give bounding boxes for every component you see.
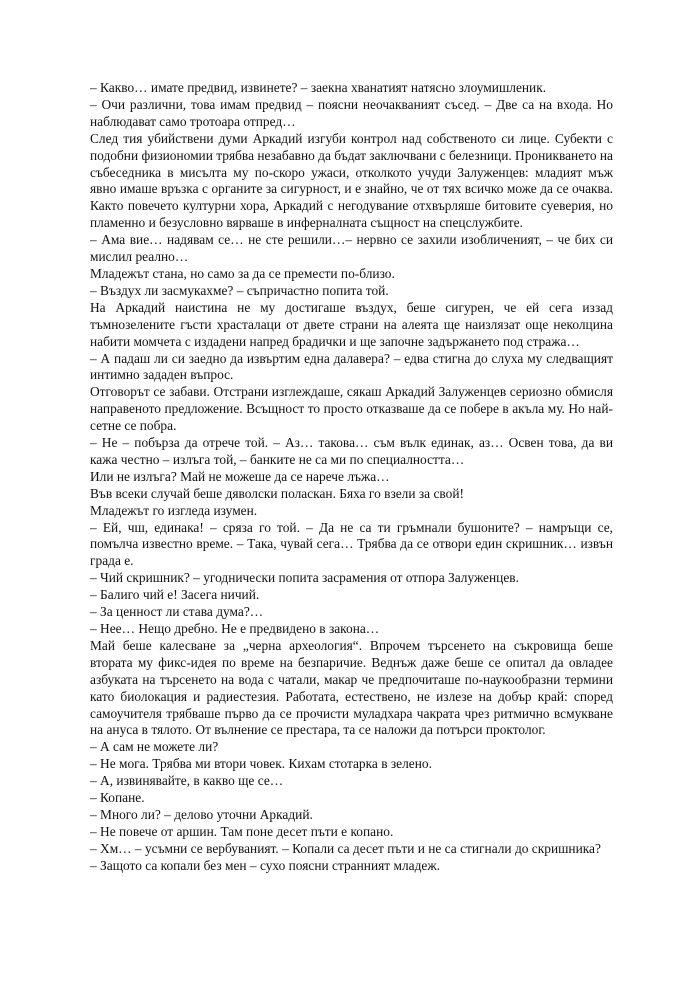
paragraph: – Въздух ли засмукахме? – съпричастно попита той. xyxy=(90,282,389,298)
paragraph: – Ей, чш, единака! – сряза го той. – Да не са ти гръмнали бушоните? – намръщи се, помълча известно време. – Така, чувай сега… Трябва да се отвори един скришник… извън града е. xyxy=(90,519,613,569)
paragraph: – За ценност ли става дума?… xyxy=(90,604,264,620)
paragraph: Във всеки случай беше дяволски поласкан. Бяха го взели за свой! xyxy=(90,485,464,501)
paragraph: – Балиго чий е! Засега ничий. xyxy=(90,587,260,603)
paragraph: След тия убийствени думи Аркадий изгуби контрол над собственото си лице. Субекти с подобни физиономии трябва незабавно да бъдат заключвани с белезници. Проникването на събеседника в мисълта му по-скоро ужаси, отколкото учуди Залуженцев: младият мъж явно имаше връзка с органите за сигурност, и е знайно, че от тях всичко може да се очаква. Както повечето културни хора, Аркадий с негодувание отхвърляше битовите суеверия, но пламенно и безусловно вярваше в инферналната същност на спецслужбите. xyxy=(90,130,613,231)
paragraph: – Защото са копали без мен – сухо поясни странният младеж. xyxy=(90,857,440,873)
paragraph: На Аркадий наистина не му достигаше въздух, беше сигурен, че ей сега иззад тъмнозелените гъсти храсталаци от двете страни на алеята ще наизлязат още неколцина набити момчета с издадени напред брадички и ще започне задържането под стража… xyxy=(90,299,613,349)
paragraph: – Очи различни, това имам предвид – поясни неочакваният съсед. – Две са на входа. Но наблюдават само тротоара отпред… xyxy=(90,96,613,129)
paragraph: Или не излъга? Май не можеше да се нарече лъжа… xyxy=(90,468,390,484)
document-page xyxy=(90,80,613,875)
paragraph: – Чий скришник? – угоднически попита засрамения от отпора Залуженцев. xyxy=(90,570,519,586)
paragraph: Отговорът се забави. Отстрани изглеждаше, сякаш Аркадий Залуженцев сериозно обмисля направеното предложение. Всъщност то просто отказваше да се побере в акъла му. Но най-сетне се побра. xyxy=(90,384,613,434)
paragraph: Младежът го изгледа изумен. xyxy=(90,502,258,518)
paragraph: – Какво… имате предвид, извинете? – заекна хванатият натясно злоумишленик. xyxy=(90,80,547,95)
paragraph: – Не повече от аршин. Там поне десет пъти е копано. xyxy=(90,823,394,839)
paragraph: – Хм… – усъмни се вербуваният. – Копали са десет пъти и не са стигнали до скришника? xyxy=(90,840,601,856)
paragraph: – Не – побърза да отрече той. – Аз… такова… съм вълк единак, аз… Освен това, да ви кажа честно – излъга той, – банките не са ми по специалността… xyxy=(90,435,613,467)
paragraph: – Много ли? – делово уточни Аркадий. xyxy=(90,806,313,822)
paragraph: – Нее… Нещо дребно. Не е предвидено в закона… xyxy=(90,621,380,636)
paragraph: – Копане. xyxy=(90,790,145,806)
paragraph: Май беше калесване за „черна археология“. Впрочем търсенето на съкровища беше втората му фикс-идея по време на безпаричие. Веднъж даже беше се опитал да овладее азбуката на търсенето на вода с чатали, макар че предпочиташе по-наукообразни термини като биолокация и радиестезия. Работата, естествено, не излезе на добър край: според самоучителя трябваше първо да се прочисти муладхара чакрата чрез ритмично всмукване на ануса в тялото. От вълнение се престара, та се наложи да потърси проктолог. xyxy=(90,637,613,738)
paragraph: – А, извинявайте, в какво ще се… xyxy=(90,773,284,789)
paragraph: – Не мога. Трябва ми втори човек. Кихам стотарка в зелено. xyxy=(90,756,432,772)
paragraph: – А сам не можете ли? xyxy=(90,739,219,755)
paragraph: – А падаш ли си заедно да извъртим една далавера? – едва стигна до слуха му следващият интимно зададен въпрос. xyxy=(90,350,613,383)
paragraph: Младежът стана, но само за да се премести по-близо. xyxy=(90,265,395,281)
paragraph: – Ама вие… надявам се… не сте решили…– нервно се захили изобличеният, – че бих си мислил реално… xyxy=(90,232,613,265)
